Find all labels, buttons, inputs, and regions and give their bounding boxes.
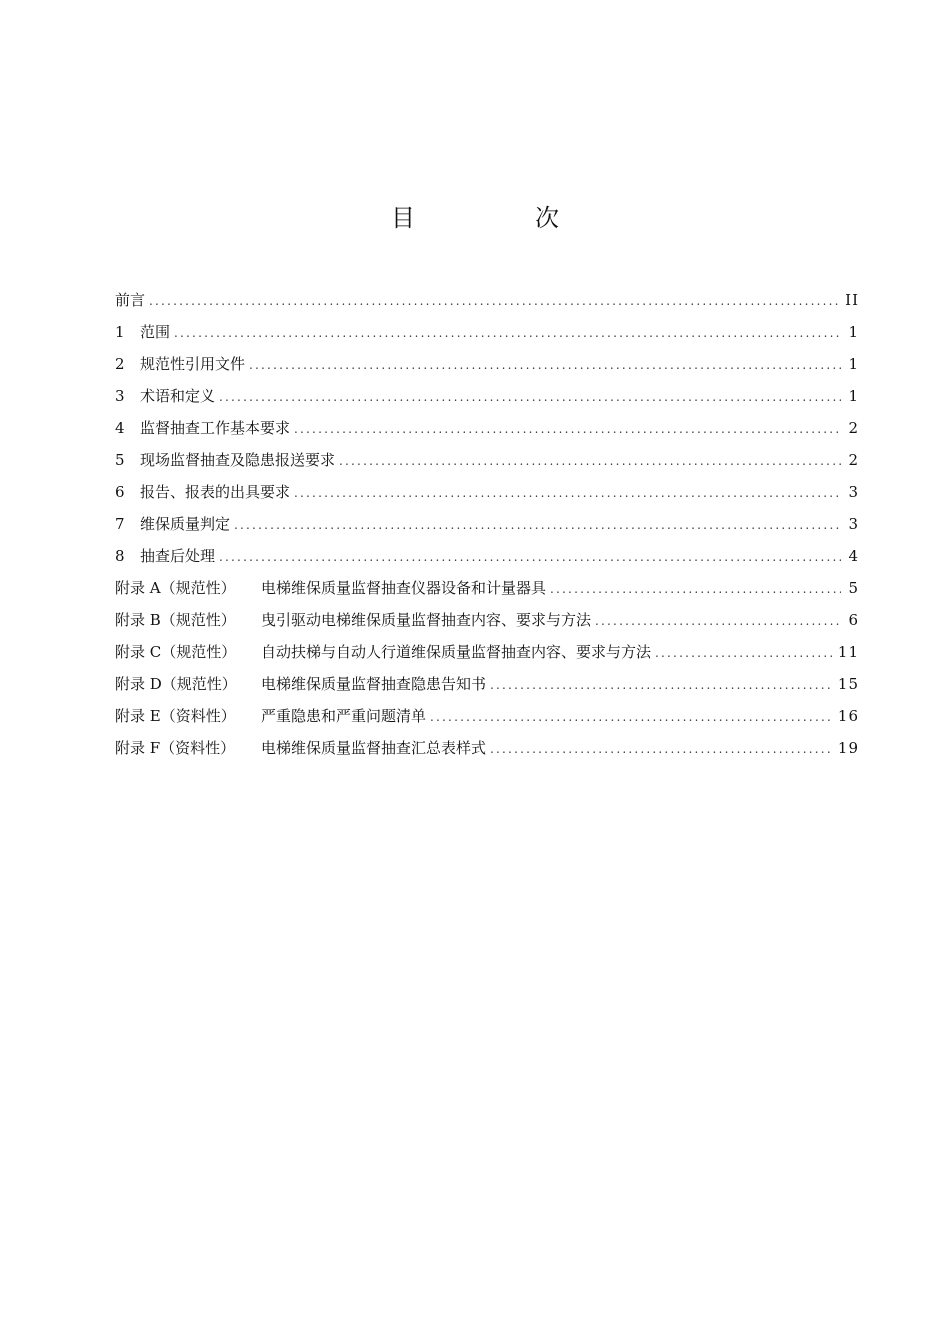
toc-entry-6[interactable]: [115, 476, 859, 508]
toc-section-number: 7: [115, 515, 125, 533]
toc-page-number: 3: [848, 515, 859, 533]
toc-entry-1[interactable]: [115, 316, 859, 348]
toc-leader-dots: [249, 349, 841, 381]
table-of-contents: [115, 284, 859, 764]
toc-entry-appendix-e[interactable]: [115, 700, 859, 732]
toc-leader-dots: [490, 733, 834, 765]
toc-leader-dots: [294, 477, 841, 509]
toc-entry-8[interactable]: [115, 540, 859, 572]
toc-section-number: 8: [115, 547, 125, 565]
toc-leader-dots: [595, 605, 841, 637]
toc-leader-dots: [339, 445, 841, 477]
toc-entry-title: 范围: [140, 323, 171, 341]
toc-leader-dots: [219, 381, 841, 413]
toc-entry-appendix-a[interactable]: [115, 572, 859, 604]
toc-entry-title: 严重隐患和严重问题清单: [261, 707, 427, 725]
toc-leader-dots: [234, 509, 841, 541]
toc-page-number: II: [845, 291, 859, 309]
toc-entry-title: 曳引驱动电梯维保质量监督抽查内容、要求与方法: [261, 611, 592, 629]
toc-leader-dots: [550, 573, 841, 605]
toc-page-number: 16: [837, 707, 859, 725]
toc-entry-title: 报告、报表的出具要求: [140, 483, 291, 501]
toc-leader-dots: [294, 413, 841, 445]
toc-entry-3[interactable]: [115, 380, 859, 412]
toc-section-number: 2: [115, 355, 125, 373]
toc-entry-appendix-f[interactable]: [115, 732, 859, 764]
toc-section-number: 3: [115, 387, 125, 405]
toc-page-number: 19: [837, 739, 859, 757]
toc-page-number: 2: [848, 419, 859, 437]
toc-appendix-label: 附录 D（规范性）: [115, 675, 237, 693]
toc-entry-title: 自动扶梯与自动人行道维保质量监督抽查内容、要求与方法: [261, 643, 652, 661]
toc-appendix-label: 附录 F（资料性）: [115, 739, 236, 757]
toc-page-number: 3: [848, 483, 859, 501]
toc-entry-title: 规范性引用文件: [140, 355, 246, 373]
toc-entry-2[interactable]: [115, 348, 859, 380]
toc-entry-title: 术语和定义: [140, 387, 216, 405]
toc-entry-appendix-c[interactable]: [115, 636, 859, 668]
toc-appendix-label: 附录 A（规范性）: [115, 579, 236, 597]
toc-page-number: 4: [848, 547, 859, 565]
toc-leader-dots: [149, 285, 841, 317]
toc-page-number: 6: [848, 611, 859, 629]
toc-entry-title: 监督抽查工作基本要求: [140, 419, 291, 437]
toc-page-number: 1: [848, 355, 859, 373]
toc-entry-title: 电梯维保质量监督抽查隐患告知书: [261, 675, 487, 693]
toc-leader-dots: [430, 701, 834, 733]
toc-section-number: 1: [115, 323, 125, 341]
toc-entry-title: 抽查后处理: [140, 547, 216, 565]
toc-entry-title: 电梯维保质量监督抽查仪器设备和计量器具: [261, 579, 547, 597]
toc-appendix-label: 附录 E（资料性）: [115, 707, 236, 725]
toc-entry-foreword[interactable]: [115, 284, 859, 316]
toc-section-number: 6: [115, 483, 125, 501]
toc-page-number: 15: [837, 675, 859, 693]
toc-entry-appendix-b[interactable]: [115, 604, 859, 636]
toc-page-number: 2: [848, 451, 859, 469]
toc-page-number: 1: [848, 323, 859, 341]
toc-page-number: 1: [848, 387, 859, 405]
toc-section-number: 5: [115, 451, 125, 469]
toc-entry-5[interactable]: [115, 444, 859, 476]
toc-leader-dots: [655, 637, 834, 669]
toc-entry-title: 现场监督抽查及隐患报送要求: [140, 451, 336, 469]
toc-entry-title: 前言: [115, 291, 146, 309]
toc-entry-appendix-d[interactable]: [115, 668, 859, 700]
page-title: 目 次: [391, 204, 607, 232]
toc-page-number: 5: [848, 579, 859, 597]
toc-appendix-label: 附录 C（规范性）: [115, 643, 237, 661]
toc-entry-4[interactable]: [115, 412, 859, 444]
toc-leader-dots: [490, 669, 834, 701]
toc-entry-title: 维保质量判定: [140, 515, 231, 533]
toc-appendix-label: 附录 B（规范性）: [115, 611, 236, 629]
toc-leader-dots: [219, 541, 841, 573]
toc-leader-dots: [174, 317, 841, 349]
toc-section-number: 4: [115, 419, 125, 437]
toc-page-number: 11: [837, 643, 859, 661]
toc-entry-title: 电梯维保质量监督抽查汇总表样式: [261, 739, 487, 757]
toc-entry-7[interactable]: [115, 508, 859, 540]
